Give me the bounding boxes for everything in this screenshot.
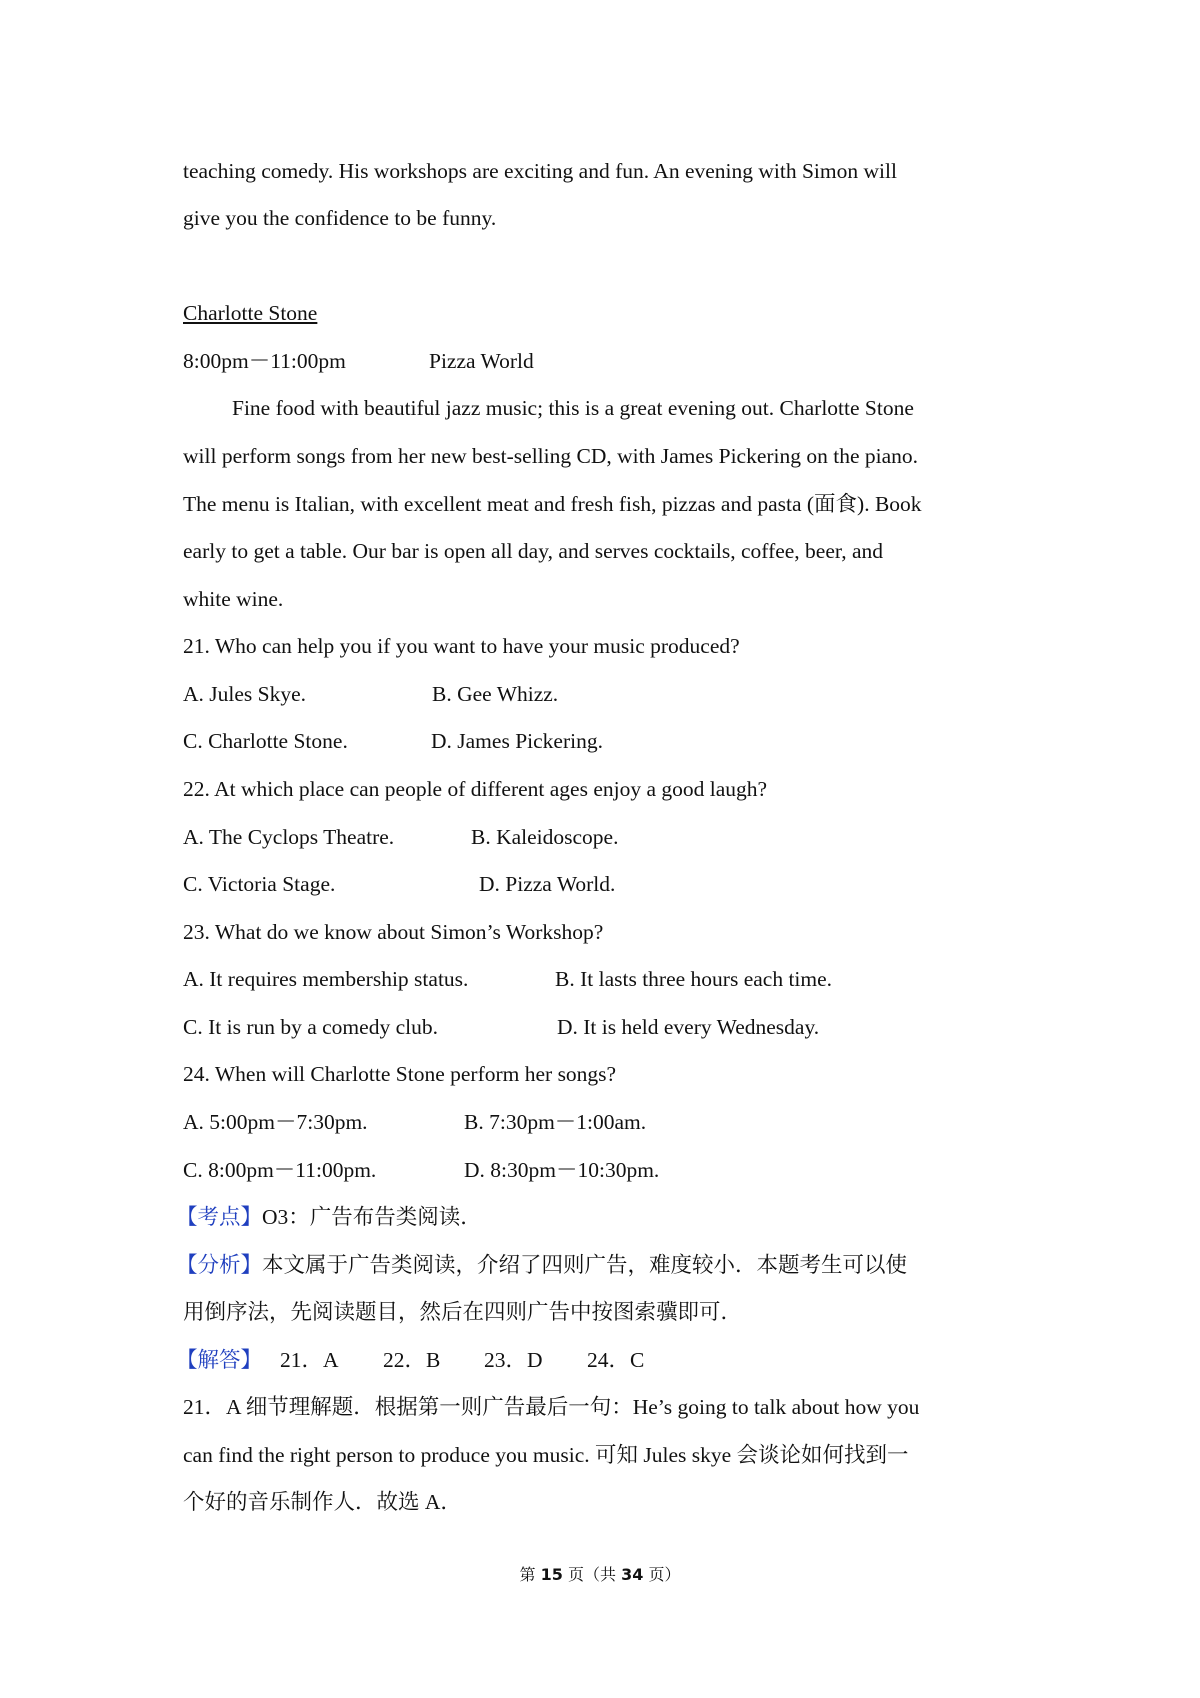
fenxi-text: 本文属于广告类阅读，介绍了四则广告，难度较小．本题考生可以使 — [262, 1253, 908, 1277]
question-22: 22. At which place can people of different ages enjoy a good laugh? — [183, 777, 768, 801]
answer: 21．A — [280, 1348, 339, 1372]
question-23: 23. What do we know about Simon’s Workshop? — [183, 920, 604, 944]
option: B. 7:30pm－1:00am. — [464, 1110, 647, 1134]
explain-line: 个好的音乐制作人．故选 A． — [183, 1490, 462, 1514]
ad-title: Charlotte Stone — [183, 301, 318, 325]
question-21: 21. Who can help you if you want to have your music produced? — [183, 634, 740, 658]
total-pages: 34 — [621, 1565, 644, 1584]
option: C. 8:00pm－11:00pm. — [183, 1158, 377, 1182]
footer-post: 页） — [648, 1565, 681, 1584]
ad-time: 8:00pm－11:00pm — [183, 349, 346, 373]
jieda-line — [176, 1345, 645, 1375]
kaodian-tag: 【考点】 — [176, 1205, 263, 1229]
answer: 22．B — [383, 1348, 441, 1372]
option: A. Jules Skye. — [183, 682, 307, 706]
intro-line: give you the confidence to be funny. — [183, 206, 497, 230]
option: C. Charlotte Stone. — [183, 729, 348, 753]
ad-body-line: Fine food with beautiful jazz music; this is a great evening out. Charlotte Stone — [232, 396, 914, 420]
option: B. It lasts three hours each time. — [555, 967, 833, 991]
answer: 23．D — [484, 1348, 543, 1372]
explain-line: can find the right person to produce you music. 可知 Jules skye 会谈论如何找到一 — [183, 1443, 909, 1467]
option: B. Kaleidoscope. — [471, 825, 619, 849]
option: D. James Pickering. — [431, 729, 603, 753]
footer-mid: 页（共 — [567, 1565, 616, 1584]
ad-place: Pizza World — [429, 349, 534, 373]
option: A. The Cyclops Theatre. — [183, 825, 395, 849]
option: C. It is run by a comedy club. — [183, 1015, 438, 1039]
option: C. Victoria Stage. — [183, 872, 336, 896]
fenxi-line: 用倒序法，先阅读题目，然后在四则广告中按图索骥即可． — [183, 1300, 743, 1324]
option: A. 5:00pm－7:30pm. — [183, 1110, 368, 1134]
option: D. It is held every Wednesday. — [557, 1015, 820, 1039]
kaodian-text: O3：广告布告类阅读． — [262, 1205, 482, 1229]
answer: 24．C — [587, 1348, 645, 1372]
intro-line: teaching comedy. His workshops are exciting and fun. An evening with Simon will — [183, 159, 897, 183]
page-number: 15 — [540, 1565, 563, 1584]
option: D. Pizza World. — [479, 872, 616, 896]
option: A. It requires membership status. — [183, 967, 469, 991]
jieda-tag: 【解答】 — [176, 1348, 263, 1372]
question-24: 24. When will Charlotte Stone perform her songs? — [183, 1062, 617, 1086]
fenxi-tag: 【分析】 — [176, 1253, 263, 1277]
ad-body-line: will perform songs from her new best-selling CD, with James Pickering on the piano. — [183, 444, 919, 468]
option: B. Gee Whizz. — [432, 682, 559, 706]
ad-body-line: white wine. — [183, 587, 284, 611]
footer-pre: 第 — [519, 1565, 536, 1584]
fenxi-line — [176, 1250, 907, 1280]
ad-body-line: The menu is Italian, with excellent meat and fresh fish, pizzas and pasta (面食). Book — [183, 492, 922, 516]
explain-line: 21．A 细节理解题．根据第一则广告最后一句：He’s going to talk about how you — [183, 1395, 920, 1419]
ad-body-line: early to get a table. Our bar is open all day, and serves cocktails, coffee, beer, and — [183, 539, 883, 563]
option: D. 8:30pm－10:30pm. — [464, 1158, 660, 1182]
page-footer — [0, 1562, 1200, 1585]
kaodian-line — [176, 1202, 482, 1232]
